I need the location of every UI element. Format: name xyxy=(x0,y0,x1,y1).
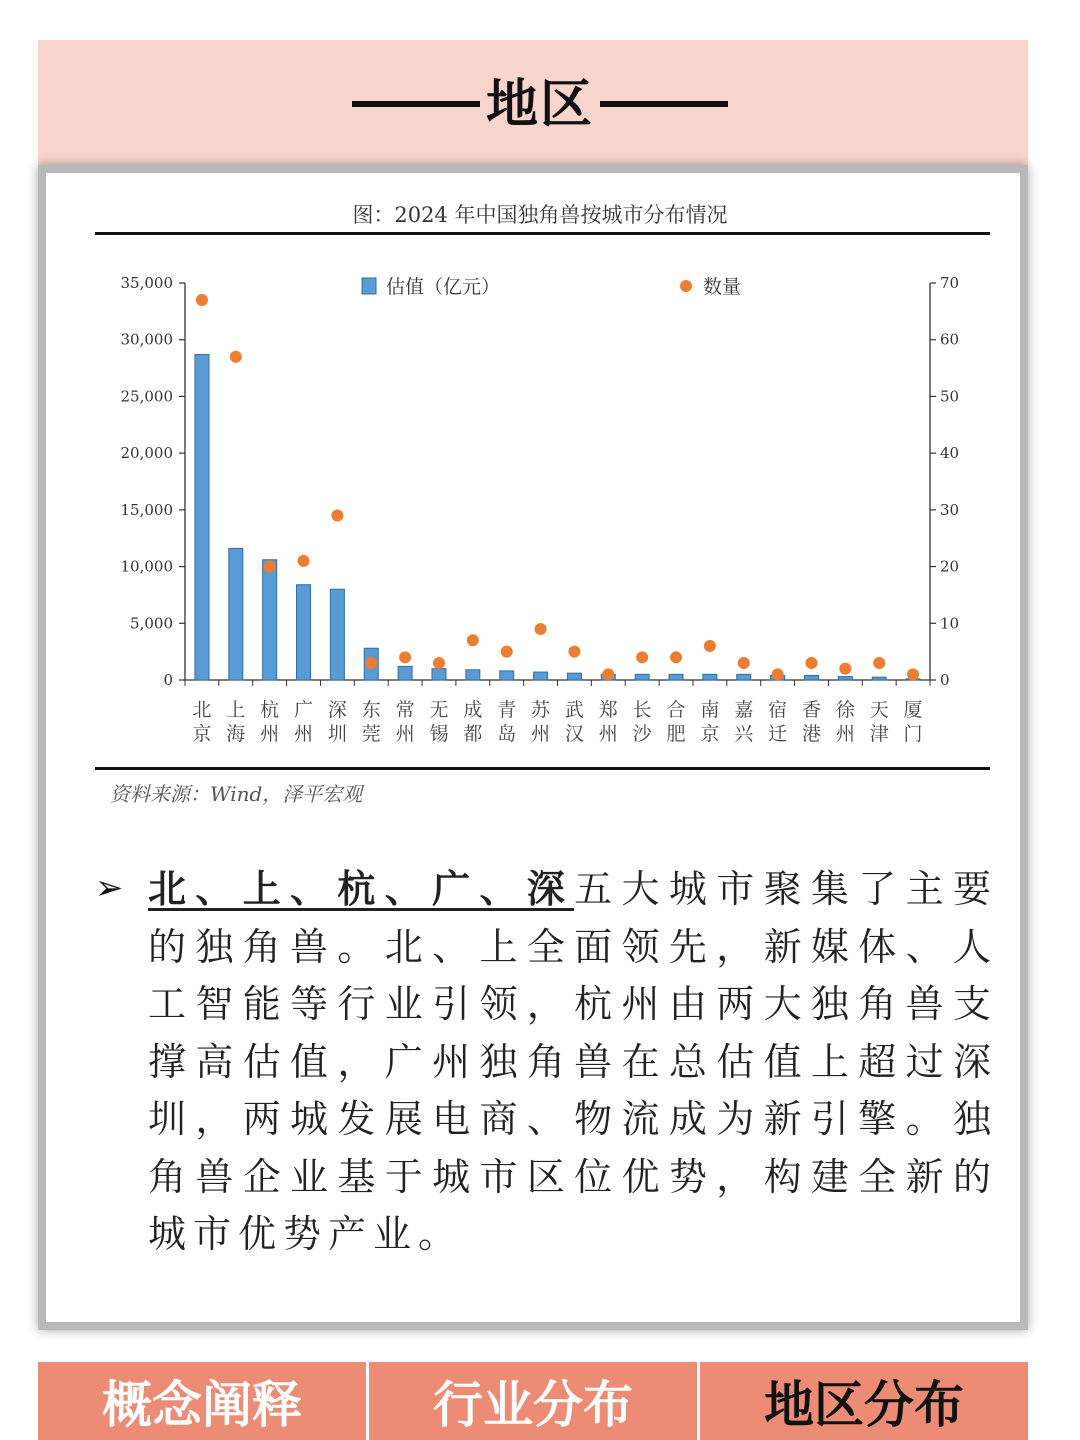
bar-苏州 xyxy=(534,672,548,680)
bar-嘉兴 xyxy=(737,674,751,680)
bar-徐州 xyxy=(838,677,852,680)
bar-北京 xyxy=(195,354,209,680)
category-label-杭州: 杭 xyxy=(260,699,280,721)
chart-title: 图：2024 年中国独角兽按城市分布情况 xyxy=(352,203,728,227)
category-label-郑州: 郑 xyxy=(598,699,618,721)
dot-武汉 xyxy=(568,646,580,658)
y-right-tick-label: 30 xyxy=(940,500,960,519)
category-label-宿迁: 迁 xyxy=(768,723,788,745)
category-labels xyxy=(192,699,922,745)
dot-天津 xyxy=(873,657,885,669)
category-label-宿迁: 宿 xyxy=(768,699,788,721)
category-label-合肥: 肥 xyxy=(666,723,686,745)
bar-青岛 xyxy=(500,671,514,680)
y-left-tick-label: 0 xyxy=(163,671,173,689)
category-label-武汉: 武 xyxy=(564,699,584,721)
dot-青岛 xyxy=(501,646,513,658)
category-label-上海: 上 xyxy=(226,699,246,721)
category-label-武汉: 汉 xyxy=(564,723,584,745)
bar-上海 xyxy=(229,548,243,680)
dot-嘉兴 xyxy=(738,657,750,669)
dot-常州 xyxy=(399,651,411,663)
category-label-深圳: 深 xyxy=(327,699,347,721)
category-label-常州: 州 xyxy=(395,723,415,745)
bottom-tabs xyxy=(38,1362,1028,1440)
tab-concept[interactable]: 概念阐释 xyxy=(38,1362,369,1440)
category-label-无锡: 锡 xyxy=(429,723,449,745)
dot-南京 xyxy=(704,640,716,652)
bar-常州 xyxy=(398,666,412,680)
category-label-长沙: 沙 xyxy=(632,723,652,745)
category-label-长沙: 长 xyxy=(632,699,652,721)
legend-bar-swatch xyxy=(362,278,376,294)
tab-industry[interactable]: 行业分布 xyxy=(369,1362,700,1440)
dot-厦门 xyxy=(907,668,919,680)
dot-广州 xyxy=(298,555,310,567)
legend-label-count: 数量 xyxy=(703,276,742,298)
category-label-天津: 津 xyxy=(869,723,889,745)
dot-郑州 xyxy=(602,668,614,680)
y-right-tick-label: 70 xyxy=(940,274,960,292)
dot-上海 xyxy=(230,351,242,363)
dot-香港 xyxy=(805,657,817,669)
category-label-北京: 京 xyxy=(192,723,212,745)
dot-东莞 xyxy=(365,657,377,669)
bar-香港 xyxy=(804,675,818,680)
category-label-徐州: 徐 xyxy=(835,699,855,721)
bar-武汉 xyxy=(567,673,581,680)
category-label-厦门: 门 xyxy=(903,723,923,745)
y-left-tick-label: 10,000 xyxy=(120,557,173,576)
category-label-郑州: 州 xyxy=(598,723,618,745)
dot-苏州 xyxy=(535,623,547,635)
paragraph-text: 五大城市聚集了主要的独角兽。北、上全面领先，新媒体、人工智能等行业引领，杭州由两大独角兽支撑高估值，广州独角兽在总估值上超过深圳，两城发展电商、物流成为新引擎。独角兽企业基于城市区位优势，构建全新的城市优势产业。 xyxy=(148,867,998,1256)
summary-paragraph xyxy=(148,860,998,1264)
bar-天津 xyxy=(872,677,886,680)
category-label-青岛: 岛 xyxy=(497,723,517,745)
dot-徐州 xyxy=(839,663,851,675)
bar-成都 xyxy=(466,670,480,680)
legend-label-valuation: 估值（亿元） xyxy=(386,276,501,298)
dot-成都 xyxy=(467,634,479,646)
dot-北京 xyxy=(196,294,208,306)
bar-深圳 xyxy=(330,589,344,680)
category-label-广州: 州 xyxy=(294,723,314,745)
category-label-香港: 香 xyxy=(801,699,821,721)
y-left-tick-label: 30,000 xyxy=(120,330,173,349)
category-label-合肥: 合 xyxy=(666,699,686,721)
category-label-深圳: 圳 xyxy=(327,723,347,745)
category-label-无锡: 无 xyxy=(429,699,449,721)
category-label-天津: 天 xyxy=(869,699,889,721)
category-label-成都: 都 xyxy=(463,723,483,745)
arrow-bullet-icon: ➢ xyxy=(95,868,124,908)
category-label-苏州: 州 xyxy=(531,723,551,745)
y-right-tick-label: 10 xyxy=(940,614,960,633)
category-label-北京: 北 xyxy=(192,699,212,721)
category-label-香港: 港 xyxy=(801,723,821,745)
dot-无锡 xyxy=(433,657,445,669)
category-label-青岛: 青 xyxy=(497,699,517,721)
highlight-cities: 北、上、杭、广、深 xyxy=(148,866,575,911)
bar-series xyxy=(195,354,920,680)
chart-legend xyxy=(362,276,741,298)
category-label-嘉兴: 兴 xyxy=(734,723,754,745)
bar-南京 xyxy=(703,674,717,680)
y-right-tick-label: 0 xyxy=(940,671,950,689)
tab-region[interactable]: 地区分布 xyxy=(764,1376,964,1434)
category-label-苏州: 苏 xyxy=(531,699,551,721)
y-right-tick-label: 40 xyxy=(940,444,960,463)
y-left-tick-label: 20,000 xyxy=(120,444,173,463)
y-right-tick-label: 60 xyxy=(940,330,960,349)
category-label-东莞: 东 xyxy=(361,699,381,721)
chart-bottom-rule xyxy=(95,767,990,770)
bar-无锡 xyxy=(432,669,446,680)
y-left-tick-label: 15,000 xyxy=(120,500,173,519)
category-label-成都: 成 xyxy=(463,699,483,721)
dot-深圳 xyxy=(331,510,343,522)
dot-杭州 xyxy=(264,561,276,573)
dot-长沙 xyxy=(636,651,648,663)
category-label-南京: 京 xyxy=(700,723,720,745)
y-left-tick-label: 5,000 xyxy=(130,614,173,633)
category-label-上海: 海 xyxy=(226,723,246,745)
bar-合肥 xyxy=(669,674,683,680)
category-label-厦门: 厦 xyxy=(903,699,923,721)
bar-长沙 xyxy=(635,674,649,680)
bar-广州 xyxy=(297,585,311,680)
y-left-tick-label: 35,000 xyxy=(120,274,173,292)
category-label-东莞: 莞 xyxy=(361,723,381,745)
chart-source: 资料来源：Wind，泽平宏观 xyxy=(110,782,363,806)
y-right-tick-label: 20 xyxy=(940,557,960,576)
category-label-常州: 常 xyxy=(395,699,415,721)
bar-杭州 xyxy=(263,560,277,680)
category-label-杭州: 州 xyxy=(260,723,280,745)
legend-dot-swatch xyxy=(680,280,692,292)
category-label-嘉兴: 嘉 xyxy=(734,699,754,721)
dot-合肥 xyxy=(670,651,682,663)
category-label-徐州: 州 xyxy=(835,723,855,745)
dot-宿迁 xyxy=(772,668,784,680)
page-title-text: 地区 xyxy=(485,75,594,135)
category-label-南京: 南 xyxy=(700,699,720,721)
category-label-广州: 广 xyxy=(294,699,314,721)
y-right-tick-label: 50 xyxy=(940,387,960,406)
y-left-tick-label: 25,000 xyxy=(120,387,173,406)
